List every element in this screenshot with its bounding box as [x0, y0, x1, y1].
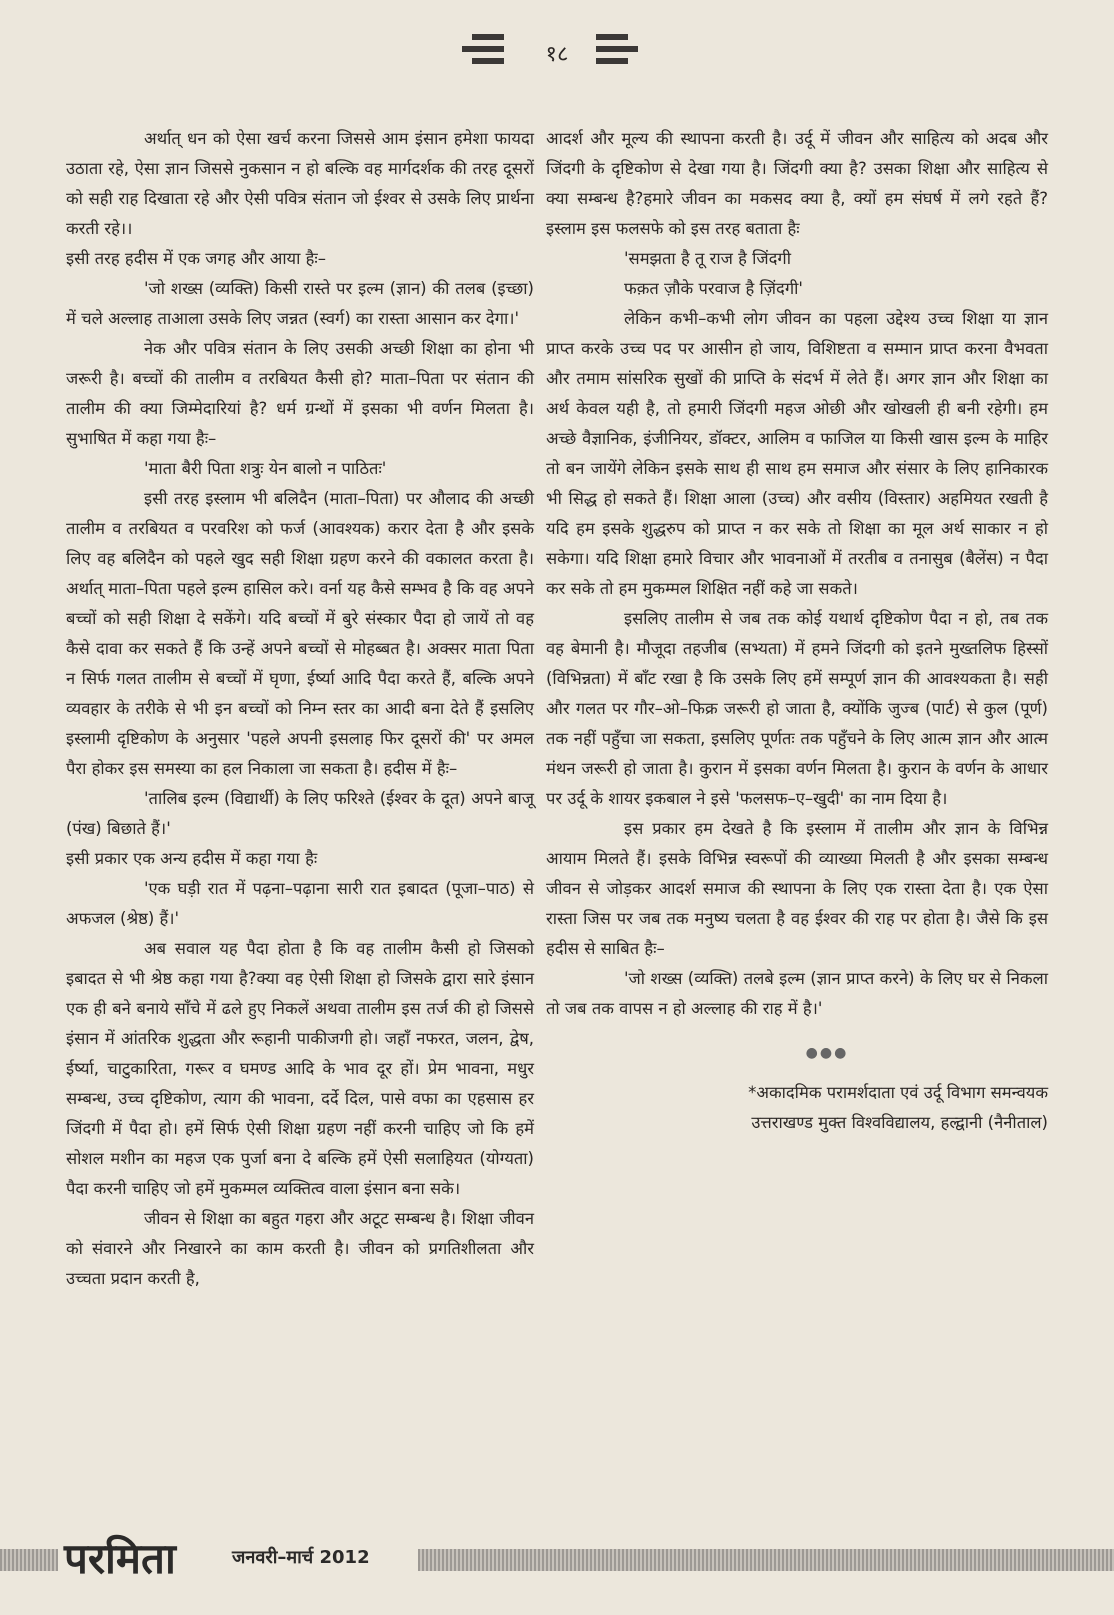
- right-column: [546, 124, 1048, 1138]
- paragraph: इसी प्रकार एक अन्य हदीस में कहा गया हैः: [66, 849, 318, 868]
- paragraph: लेकिन कभी–कभी लोग जीवन का पहला उद्देश्य उच्च शिक्षा या ज्ञान प्राप्त करके उच्च पद पर आसीन हो जाय, विशिष्टता व सम्मान प्राप्त करना वैभवता और तमाम सांसरिक सुखों की प्राप्ति के संदर्भ में लेते हैं। अगर ज्ञान और शिक्षा का अर्थ केवल यही है, तो हमारी जिंदगी महज ओछी और खोखली ही बनी रहेगी। हम अच्छे वैज्ञानिक, इंजीनियर, डॉक्टर, आलिम व फाजिल या किसी खास इल्म के माहिर तो बन जायेंगे लेकिन इसके साथ ही साथ हम समाज और संसार के लिए हानिकारक भी सिद्ध हो सकते हैं। शिक्षा आला (उच्च) और वसीय (विस्तार) अहमियत रखती है यदि हम इसके शुद्धरुप को प्राप्त न कर सके तो शिक्षा का मूल अर्थ साकार न हो सकेगा। यदि शिक्षा हमारे विचार और भावनाओं में तरतीब व तनासुब (बैलेंस) न पैदा कर सके तो हम मुकम्मल शिक्षित नहीं कहे जा सकते।: [546, 309, 1048, 598]
- author-affiliation: *अकादमिक परामर्शदाता एवं उर्दू विभाग समन्वयक: [748, 1083, 1048, 1102]
- footer-bar: [418, 1549, 1114, 1571]
- left-column: [66, 124, 534, 1294]
- hadith-quote: 'एक घड़ी रात में पढ़ना–पढ़ाना सारी रात इबादत (पूजा–पाठ) से अफजल (श्रेष्ठ) हैं।': [66, 879, 534, 928]
- couplet-line: 'समझता है तू राज है जिंदगी: [624, 249, 791, 268]
- paragraph: अब सवाल यह पैदा होता है कि वह तालीम कैसी हो जिसको इबादत से भी श्रेष्ठ कहा गया है?क्या वह ऐसी शिक्षा हो जिसके द्वारा सारे इंसान एक ही बने बनाये साँचे में ढले हुए निकलें अथवा तालीम इस तर्ज की हो जिससे इंसान में आंतरिक शुद्धता और रूहानी पाकीजगी हो। जहाँ नफरत, जलन, द्वेष, ईर्ष्या, चाटुकारिता, गरूर व घमण्ड आदि के भाव दूर हों। प्रेम भावना, मधुर सम्बन्ध, उच्च दृष्टिकोण, त्याग की भावना, दर्दे दिल, पासे वफा का एहसास हर जिंदगी में पैदा हो। हमें सिर्फ ऐसी शिक्षा ग्रहण नहीं करनी चाहिए जो कि हमें सोशल मशीन का महज एक पुर्जा बना दे बल्कि हमें ऐसी सलाहियत (योग्यता) पैदा करनी चाहिए जो हमें मुकम्मल व्यक्तित्व वाला इंसान बना सके।: [66, 939, 534, 1198]
- header-ornament-right: [596, 34, 638, 70]
- page-footer: [0, 1535, 1114, 1585]
- magazine-logo: परमिता: [64, 1534, 176, 1583]
- hadith-quote: 'जो शख्स (व्यक्ति) किसी रास्ते पर इल्म (ज्ञान) की तलब (इच्छा) में चले अल्लाह ताआला उसके लिए जन्नत (स्वर्ग) का रास्ता आसान कर देगा।': [66, 279, 534, 328]
- issue-date: जनवरी–मार्च 2012: [232, 1547, 370, 1568]
- footer-bar: [0, 1549, 58, 1571]
- paragraph: अर्थात् धन को ऐसा खर्च करना जिससे आम इंसान हमेशा फायदा उठाता रहे, ऐसा ज्ञान जिससे नुकसान न हो बल्कि वह मार्गदर्शक की तरह दूसरों को सही राह दिखाता रहे और ऐसी पवित्र संतान जो ईश्वर से उसके लिए प्रार्थना करती रहे।।: [66, 129, 534, 238]
- page-number: १८: [545, 42, 569, 67]
- section-separator: ●●●: [805, 1045, 849, 1061]
- sanskrit-quote: 'माता बैरी पिता शत्रुः येन बालो न पाठितः': [144, 459, 387, 478]
- paragraph: इसी तरह इस्लाम भी बलिदैन (माता–पिता) पर औलाद की अच्छी तालीम व तरबियत व परवरिश को फर्ज (आवश्यक) करार देता है और इसके लिए वह बलिदैन को पहले खुद सही शिक्षा ग्रहण करने की वकालत करता है। अर्थात् माता–पिता पहले इल्म हासिल करे। वर्ना यह कैसे सम्भव है कि वह अपने बच्चों को सही शिक्षा दे सकेंगे। यदि बच्चों में बुरे संस्कार पैदा हो जायें तो वह कैसे दावा कर सकते हैं कि उन्हें अपने बच्चों से मोहब्बत है। अक्सर माता पिता न सिर्फ गलत तालीम से बच्चों में घृणा, ईर्ष्या आदि पैदा करते हैं, बल्कि अपने व्यवहार के तरीके से भी इन बच्चों को निम्न स्तर का आदी बना देते हैं इसलिए इस्लामी दृष्टिकोण के अनुसार 'पहले अपनी इसलाह फिर दूसरों की' पर अमल पैरा होकर इस समस्या का हल निकाला जा सकता है। हदीस में हैः–: [66, 489, 534, 778]
- paragraph: इस प्रकार हम देखते है कि इस्लाम में तालीम और ज्ञान के विभिन्न आयाम मिलते हैं। इसके विभिन्न स्वरूपों की व्याख्या मिलती है और इसका सम्बन्ध जीवन से जोड़कर आदर्श समाज की स्थापना के लिए एक रास्ता देता है। एक ऐसा रास्ता जिस पर जब तक मनुष्य चलता है वह ईश्वर की राह पर होता है। जैसे कि इस हदीस से साबित हैः–: [546, 819, 1048, 958]
- header-ornament-left: [462, 34, 504, 70]
- paragraph: जीवन से शिक्षा का बहुत गहरा और अटूट सम्बन्ध है। शिक्षा जीवन को संवारने और निखारने का काम करती है। जीवन को प्रगतिशीलता और उच्चता प्रदान करती है,: [66, 1209, 534, 1288]
- paragraph: नेक और पवित्र संतान के लिए उसकी अच्छी शिक्षा का होना भी जरूरी है। बच्चों की तालीम व तरबियत कैसी हो? माता–पिता पर संतान की तालीम की क्या जिम्मेदारियां है? धर्म ग्रन्थों में इसका भी वर्णन मिलता है। सुभाषित में कहा गया हैः–: [66, 339, 534, 448]
- paragraph: आदर्श और मूल्य की स्थापना करती है। उर्दू में जीवन और साहित्य को अदब और जिंदगी के दृष्टिकोण से देखा गया है। जिंदगी क्या है? उसका शिक्षा और साहित्य से क्या सम्बन्ध है?हमारे जीवन का मकसद क्या है, क्यों हम संघर्ष में लगे रहते हैं? इस्लाम इस फलसफे को इस तरह बताता हैः: [546, 129, 1048, 238]
- paragraph: इसलिए तालीम से जब तक कोई यथार्थ दृष्टिकोण पैदा न हो, तब तक वह बेमानी है। मौजूदा तहजीब (सभ्यता) में हमने जिंदगी को इतने मुख्तलिफ हिस्सों (विभिन्नता) में बाँट रखा है कि उसके लिए हमें सम्पूर्ण ज्ञान की आवश्यकता है। सही और गलत पर गौर–ओ–फिक्र जरूरी हो जाता है, क्योंकि जुज्ब (पार्ट) से कुल (पूर्ण) तक नहीं पहुँचा जा सकता, इसलिए पूर्णतः तक पहुँचने के लिए आत्म ज्ञान और आत्म मंथन जरूरी हो जाता है। कुरान में इसका वर्णन मिलता है। कुरान के वर्णन के आधार पर उर्दू के शायर इकबाल ने इसे 'फलसफ–ए–खुदी' का नाम दिया है।: [546, 609, 1048, 808]
- paragraph: इसी तरह हदीस में एक जगह और आया हैः–: [66, 249, 326, 268]
- page-header: [0, 20, 1114, 90]
- hadith-quote: 'जो शख्स (व्यक्ति) तलबे इल्म (ज्ञान प्राप्त करने) के लिए घर से निकला तो जब तक वापस न हो अल्लाह की राह में है।': [546, 969, 1048, 1018]
- author-affiliation: उत्तराखण्ड मुक्त विश्वविद्यालय, हल्द्वानी (नैनीताल): [751, 1113, 1048, 1132]
- hadith-quote: 'तालिब इल्म (विद्यार्थी) के लिए फरिश्ते (ईश्वर के दूत) अपने बाजू (पंख) बिछाते हैं।': [66, 789, 534, 838]
- couplet-line: फक़त ज़ौके परवाज है ज़िंदगी': [624, 279, 803, 298]
